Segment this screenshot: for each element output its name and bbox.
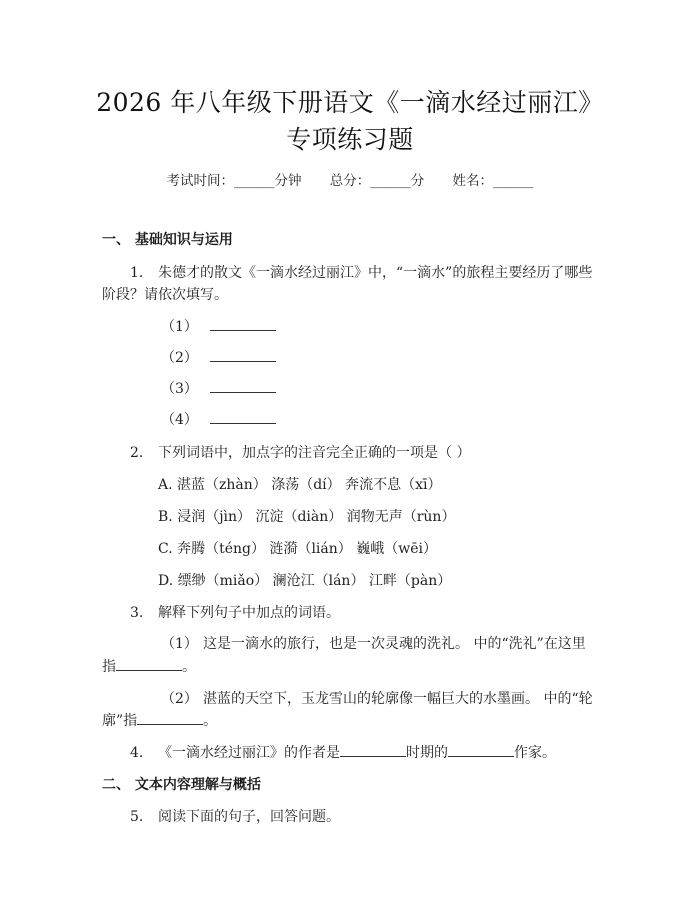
section-heading-2: 二、 文本内容理解与概括 [102, 777, 261, 793]
question-text: 朱德才的散文《一滴水经过丽江》中，“一滴水”的旅程主要经历了哪些 [158, 265, 593, 281]
question-3-sub1-line2 [102, 656, 196, 676]
blank-label: （2） [161, 350, 198, 366]
question-number: 3. [130, 605, 144, 621]
answer-blank-2[interactable] [161, 347, 276, 367]
answer-blank-4[interactable] [161, 409, 276, 429]
sub-number: （2） [161, 691, 198, 707]
blank-label: （1） [161, 319, 198, 335]
sub-text: 。 [182, 659, 196, 675]
question-number: 4. [130, 745, 144, 761]
blank-label: （4） [161, 412, 198, 428]
option-d[interactable]: D. 缥缈（miǎo） 澜沧江（lán） 江畔（pàn） [158, 573, 452, 589]
exam-time: 考试时间：______分钟 [166, 173, 302, 189]
question-5 [130, 806, 340, 826]
question-number: 5. [130, 809, 144, 825]
question-number: 1. [130, 265, 144, 281]
blank-line[interactable] [210, 349, 276, 362]
sub-text: 这是一滴水的旅行，也是一次灵魂的洗礼。 中的“洗礼”在这里 [203, 636, 586, 652]
student-name: 姓名：______ [452, 173, 534, 189]
question-2-stem [130, 442, 470, 462]
page-title-line2: 专项练习题 [286, 125, 414, 154]
sub-text: 湛蓝的天空下，玉龙雪山的轮廓像一幅巨大的水墨画。 中的“轮 [203, 691, 593, 707]
question-number: 2. [130, 445, 144, 461]
blank-line[interactable] [210, 380, 276, 393]
question-text: 作家。 [514, 745, 556, 761]
sub-text: 。 [203, 713, 218, 729]
blank-line[interactable] [210, 318, 276, 331]
option-a[interactable]: A. 湛蓝（zhàn） 涤荡（dí） 奔流不息（xī） [158, 477, 442, 493]
question-text: 《一滴水经过丽江》的作者是 [158, 745, 340, 761]
sub-text: 廓”指 [102, 713, 138, 729]
blank-line[interactable] [340, 744, 406, 757]
section-heading-1: 一、 基础知识与运用 [102, 232, 233, 248]
question-1-line2: 阶段？请依次填写。 [102, 287, 228, 303]
question-3-sub1-line1 [161, 633, 586, 653]
blank-line[interactable] [116, 658, 182, 671]
question-text: 下列词语中，加点字的注音完全正确的一项是（ ） [158, 445, 471, 461]
question-text: 时期的 [406, 745, 448, 761]
question-text: 解释下列句子中加点的词语。 [158, 605, 340, 621]
question-text: 阅读下面的句子，回答问题。 [158, 809, 340, 825]
blank-line[interactable] [448, 744, 514, 757]
sub-number: （1） [161, 636, 198, 652]
exam-meta [0, 169, 700, 189]
total-score: 总分：______分 [329, 173, 425, 189]
question-3-sub2-line1 [161, 688, 593, 708]
question-4 [130, 742, 556, 762]
blank-line[interactable] [137, 712, 203, 725]
question-3-stem [130, 602, 340, 622]
question-1-line1 [130, 262, 592, 282]
answer-blank-1[interactable] [161, 316, 276, 336]
page-title-line1: 2026 年八年级下册语文《一滴水经过丽江》 [96, 88, 604, 117]
option-c[interactable]: C. 奔腾（téng） 涟漪（lián） 巍峨（wēi） [158, 541, 437, 557]
blank-line[interactable] [210, 411, 276, 424]
option-b[interactable]: B. 浸润（jìn） 沉淀（diàn） 润物无声（rùn） [158, 509, 456, 525]
answer-blank-3[interactable] [161, 378, 276, 398]
sub-text: 指 [102, 659, 116, 675]
blank-label: （3） [161, 381, 198, 397]
question-3-sub2-line2 [102, 710, 217, 730]
